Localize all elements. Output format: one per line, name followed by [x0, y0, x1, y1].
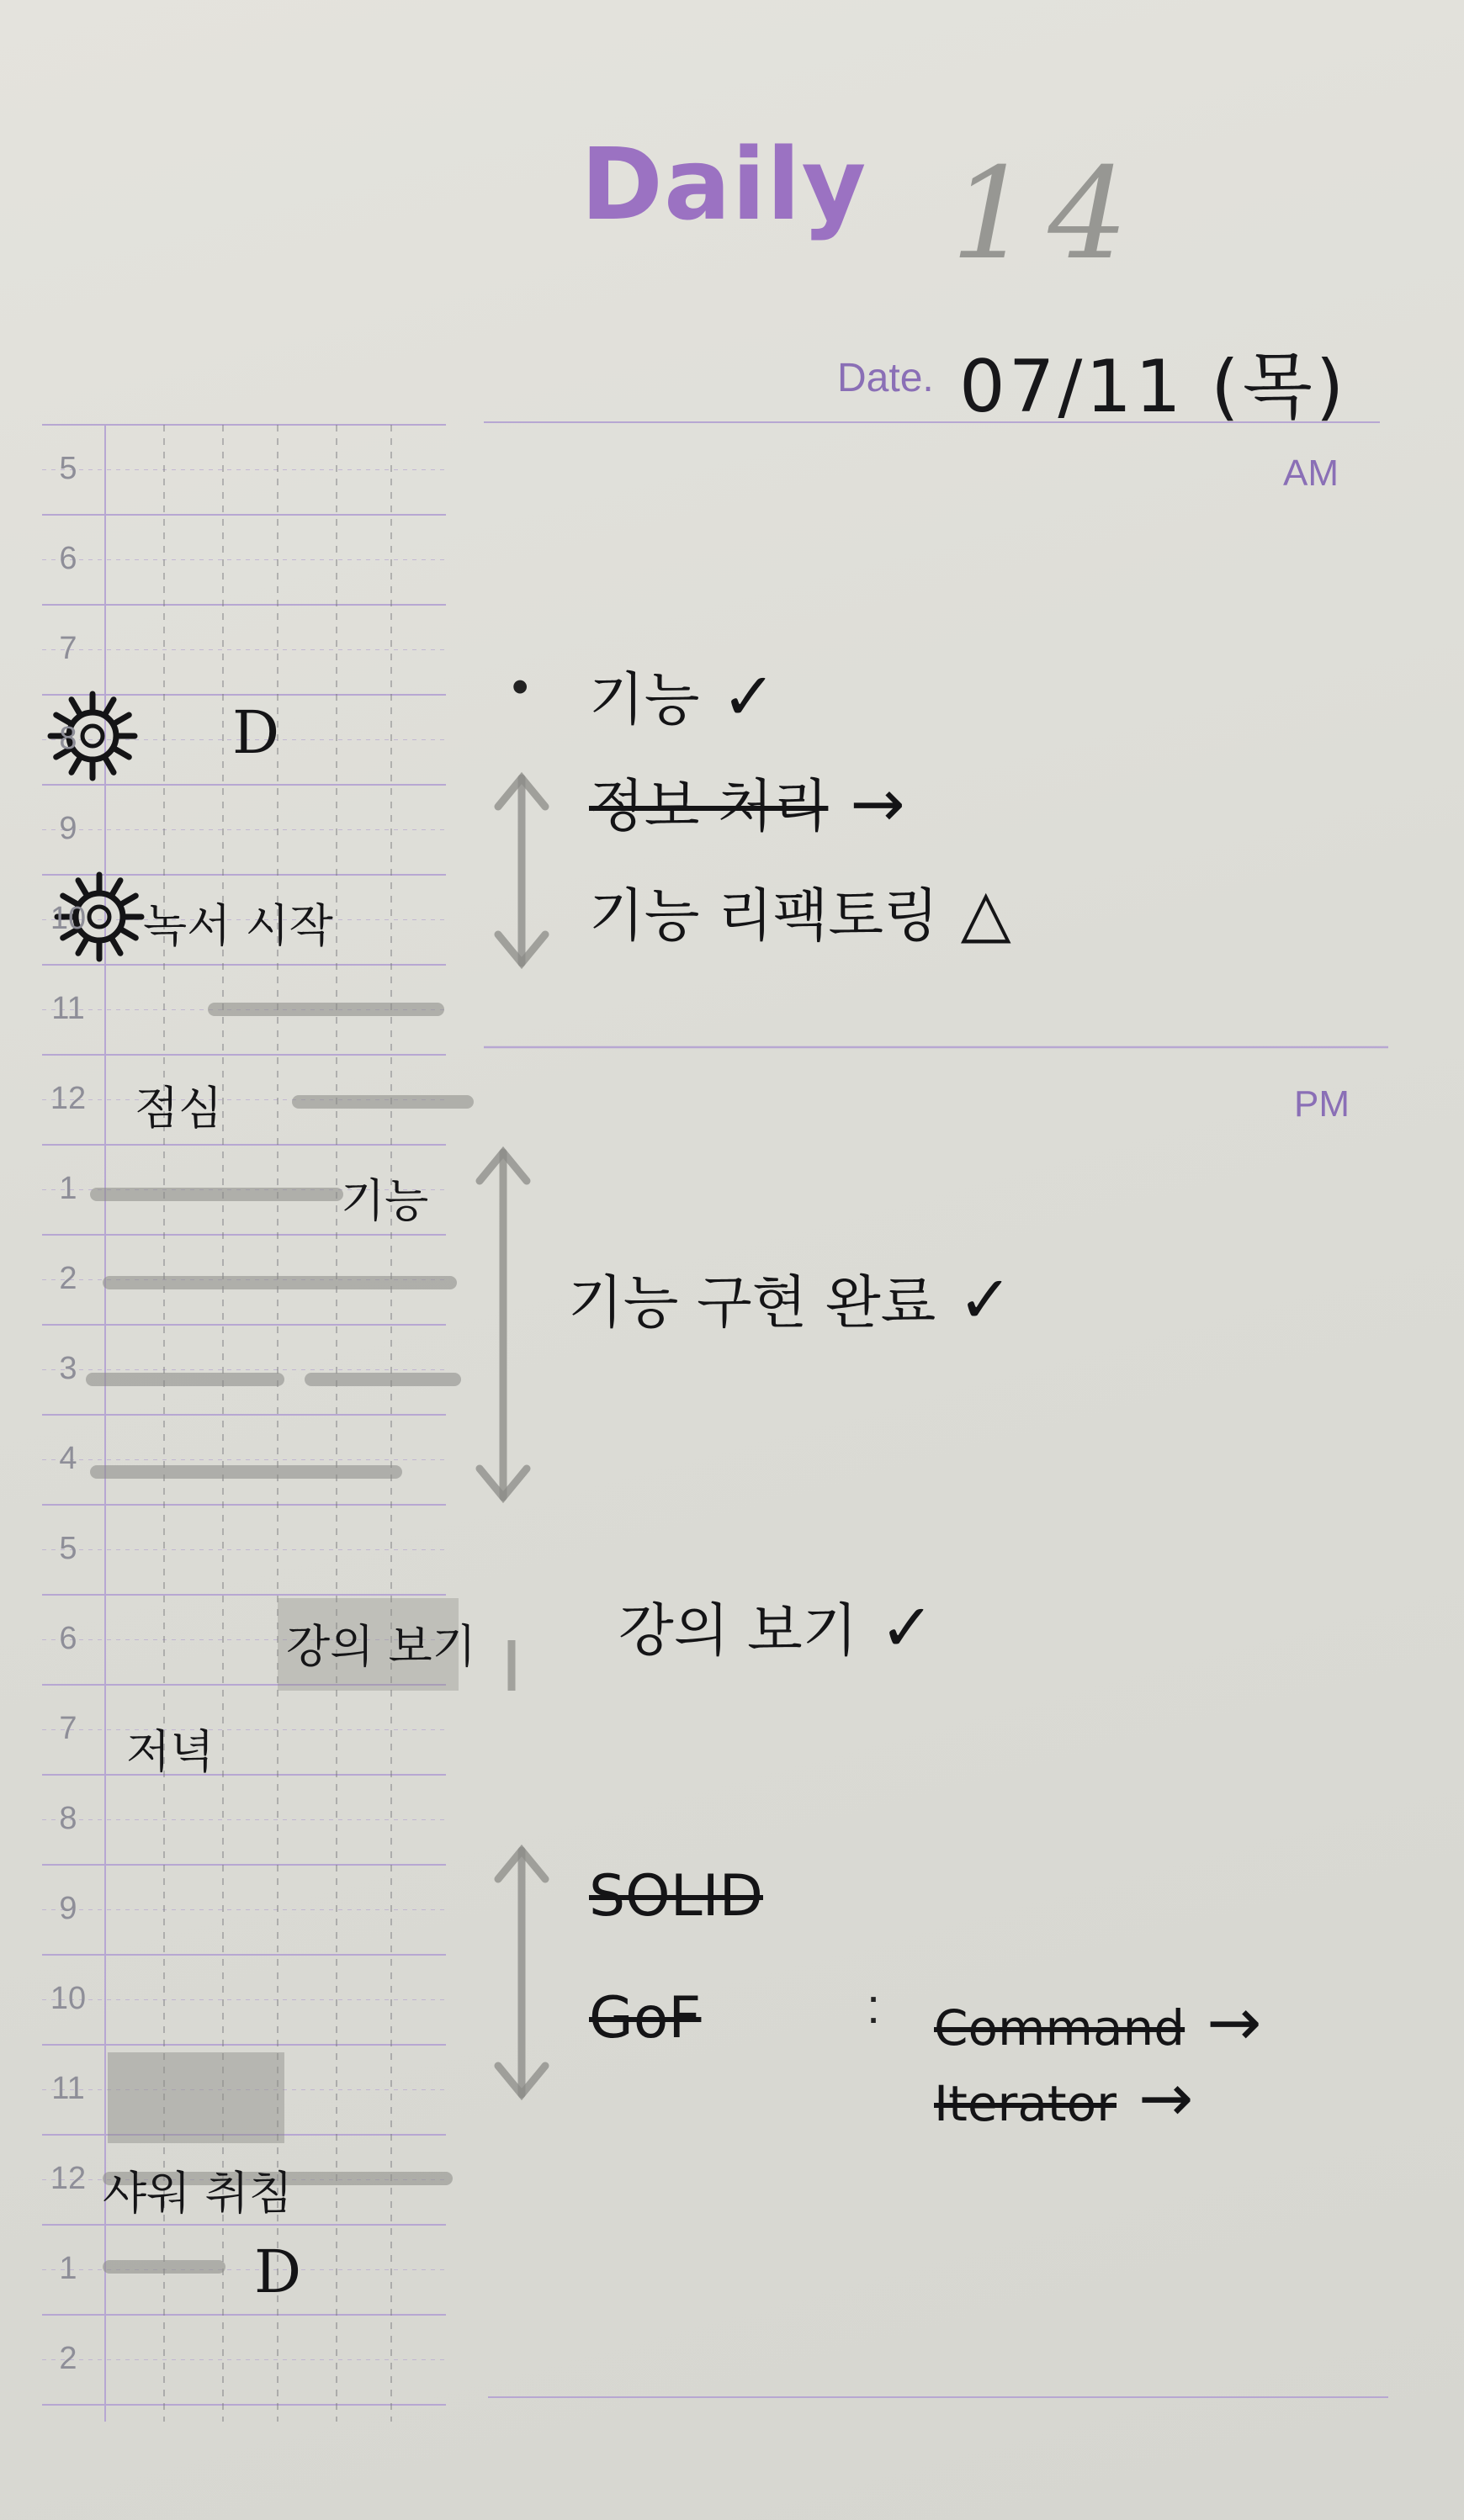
task-text: Iterator: [934, 2075, 1117, 2132]
pm-task-2: [618, 1586, 935, 1667]
hour-label: 4: [59, 1441, 77, 1476]
task-text: Command: [934, 1999, 1186, 2057]
morning-study-note: 녹서 시작: [143, 899, 333, 952]
task-status-mark: ✓: [721, 659, 777, 735]
hour-label: 5: [59, 1531, 77, 1566]
hour-label: 9: [59, 811, 77, 846]
task-status-mark: →: [850, 766, 905, 842]
dinner-note: 저녁: [126, 1725, 215, 1778]
pm-task-1: [568, 1257, 1013, 1339]
task-text: 정보 처리: [589, 774, 829, 840]
lunch-note: 점심: [135, 1082, 223, 1135]
gof-colon: :: [867, 1979, 881, 2034]
task-text: 기능 구현 완료: [568, 1270, 936, 1337]
pm-task-3: [589, 1863, 763, 1930]
task-text: 강의 보기: [618, 1598, 858, 1665]
hour-label: 1: [59, 2251, 77, 2286]
hour-label: 9: [59, 1891, 77, 1926]
hour-label: 10: [50, 1981, 87, 2016]
hour-label: 10: [50, 901, 87, 936]
gof-item-1: [934, 1985, 1261, 2061]
hour-label: 7: [59, 1711, 77, 1746]
task-text: SOLID: [589, 1863, 763, 1930]
task-status-mark: →: [1207, 1985, 1262, 2061]
wake-note: D: [232, 698, 280, 767]
hour-label: 5: [59, 451, 77, 486]
hour-label: 8: [59, 721, 77, 756]
hour-label: 8: [59, 1801, 77, 1836]
hour-label: 2: [59, 1261, 77, 1296]
gof-item-2: [934, 2061, 1193, 2136]
task-text: 기능 리팩토링: [589, 883, 939, 950]
hour-label: 11: [51, 991, 85, 1026]
page-title: Daily: [581, 126, 867, 242]
task-status-mark: △: [960, 876, 1011, 951]
pencil-page-number: 14: [951, 141, 1145, 288]
sleep-note: D: [254, 2237, 302, 2306]
hour-label: 12: [50, 2161, 87, 2196]
task-text: GoF: [589, 1985, 702, 2051]
task-text: 기능: [589, 667, 700, 733]
pm-label: PM: [1294, 1083, 1350, 1125]
task-bullet: •: [512, 659, 529, 714]
date-value: 07/11 (목): [959, 345, 1348, 429]
evening-note: 강의 보기: [286, 1620, 476, 1673]
date-label: Date.: [837, 356, 934, 400]
night-note: 샤워 취침: [103, 2167, 293, 2220]
task-status-mark: ✓: [879, 1591, 935, 1666]
am-task-3: [589, 871, 1011, 952]
hour-label: 12: [50, 1081, 87, 1116]
hour-label: 6: [59, 1621, 77, 1656]
pencil-block-shade: [108, 2052, 284, 2143]
afternoon-note: 기능: [341, 1174, 429, 1227]
hour-label: 6: [59, 541, 77, 576]
am-task-2: [589, 761, 905, 843]
hour-label: 3: [59, 1351, 77, 1386]
pm-task-4: [589, 1985, 701, 2051]
task-status-mark: →: [1138, 2061, 1194, 2136]
hour-label: 1: [59, 1171, 77, 1206]
task-status-mark: ✓: [957, 1263, 1013, 1338]
hour-label: 2: [59, 2341, 77, 2376]
hour-label: 7: [59, 631, 77, 666]
am-label: AM: [1283, 453, 1339, 494]
hour-label: 11: [51, 2071, 85, 2106]
am-task-1: [589, 654, 777, 736]
